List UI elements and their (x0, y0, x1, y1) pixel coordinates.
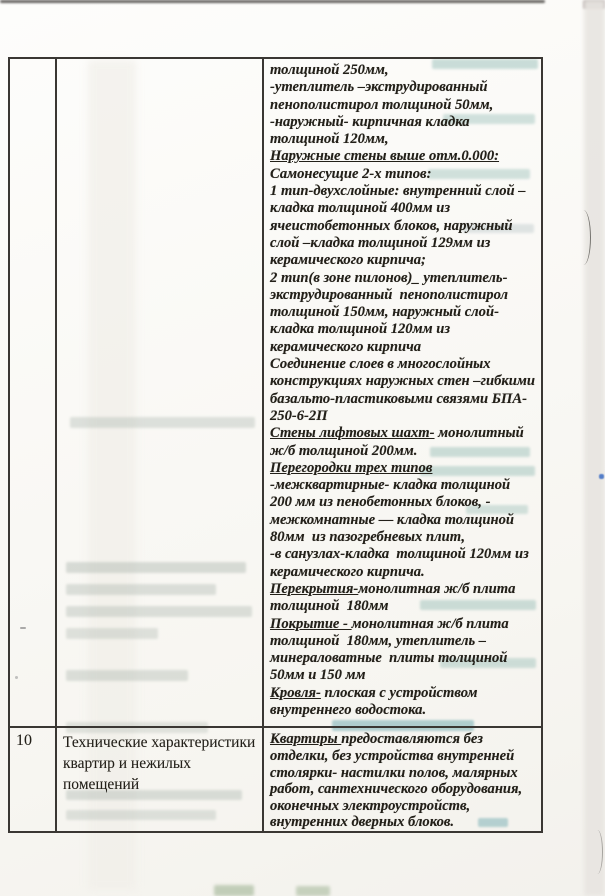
scan-scratch-mark (592, 830, 603, 874)
scan-scratch-mark (576, 210, 591, 265)
text-line: Самонесущие 2-х типов: (270, 165, 432, 182)
text-line: Технические характеристики (63, 734, 256, 752)
text-line: отделки, без устройства внутренней (270, 748, 515, 765)
text-line: толщиной 180мм (270, 598, 389, 615)
text-line: Наружные стены выше отм.0.000: (270, 148, 500, 165)
text-line: пенополистирол толщиной 50мм, (270, 96, 494, 113)
table-row-10 (10, 728, 541, 831)
text-line: -межквартирные- кладка толщиной (270, 477, 511, 494)
text-line: Стены лифтовых шахт- монолитный (270, 425, 524, 442)
text-line: ячеистобетонных блоков, наружный (270, 217, 513, 234)
specifications-table (8, 57, 543, 833)
text-line: ж/б толщиной 200мм. (270, 442, 418, 459)
text-line: Соединение слоев в многослойных (270, 356, 491, 373)
text-line: 200 мм из пенобетонных блоков, - (270, 494, 491, 511)
green-smudge-b (296, 886, 330, 896)
text-line: Квартиры предоставляются без (270, 731, 483, 748)
text-line: работ, сантехнического оборудования, (270, 781, 523, 798)
text-line: конструкциях наружных стен –гибкими (270, 373, 536, 390)
text-line: керамического кирпича; (270, 252, 426, 269)
text-line: толщиной 120мм, (270, 131, 389, 148)
text-line: слой –кладка толщиной 129мм из (270, 234, 491, 251)
cell-number-empty (10, 59, 57, 726)
text-line: внутренних дверных блоков. (270, 814, 455, 831)
text-line: Перекрытия-монолитная ж/б плита (270, 580, 516, 597)
blue-ink-dot (599, 474, 604, 479)
text-line: межкомнатные — кладка толщиной (270, 511, 514, 528)
text-line: внутреннего водостока. (270, 701, 427, 718)
cell-row10-label (57, 728, 264, 831)
text-line: -наружный- кирпичная кладка (270, 113, 470, 130)
text-line: экструдированный пенополистирол (270, 286, 508, 303)
text-line: Кровля- плоская с устройством (270, 684, 478, 701)
text-line: толщиной 180мм, утеплитель – (270, 632, 487, 649)
text-line: кладка толщиной 400мм из (270, 200, 451, 217)
table-row-continuation (10, 59, 541, 728)
text-line: -в санузлах-кладка толщиной 120мм из (270, 546, 529, 563)
text-line: базальто-пластиковыми связями БПА- (270, 390, 527, 407)
text-line: минераловатные плиты толщиной (270, 650, 508, 667)
text-line: 2 тип(в зоне пилонов)_ утеплитель- (270, 269, 508, 286)
cell-label-empty (57, 59, 264, 726)
text-line: кладка толщиной 120мм из (270, 321, 451, 338)
text-line: -утеплитель –экструдированный (270, 79, 488, 96)
text-line: оконечных электроустройств, (270, 797, 471, 814)
row-number: 10 (10, 728, 57, 831)
green-smudge-a (214, 885, 254, 896)
text-line: квартир и нежилых (63, 755, 192, 773)
text-line: керамического кирпича. (270, 563, 425, 580)
text-line: толщиной 250мм, (270, 62, 389, 78)
text-line: столярки- настилки полов, малярных (270, 764, 518, 781)
text-line: помещений (63, 776, 140, 794)
text-line: керамического кирпича (270, 338, 422, 355)
text-line: 250-6-2П (270, 407, 328, 424)
text-line: 1 тип-двухслойные: внутренний слой – (270, 183, 526, 200)
text-line: 50мм и 150 мм (270, 667, 366, 684)
text-line: Перегородки трех типов (270, 459, 433, 476)
cell-wall-specifications (264, 59, 541, 726)
text-line: Покрытие - монолитная ж/б плита (270, 615, 509, 632)
right-margin-stripe (584, 0, 605, 896)
text-line: толщиной 150мм, наружный слой- (270, 304, 499, 321)
text-line: 80мм из пазогребневых плит, (270, 529, 466, 546)
cell-row10-value (264, 728, 541, 831)
top-edge-scan-line (0, 0, 545, 3)
